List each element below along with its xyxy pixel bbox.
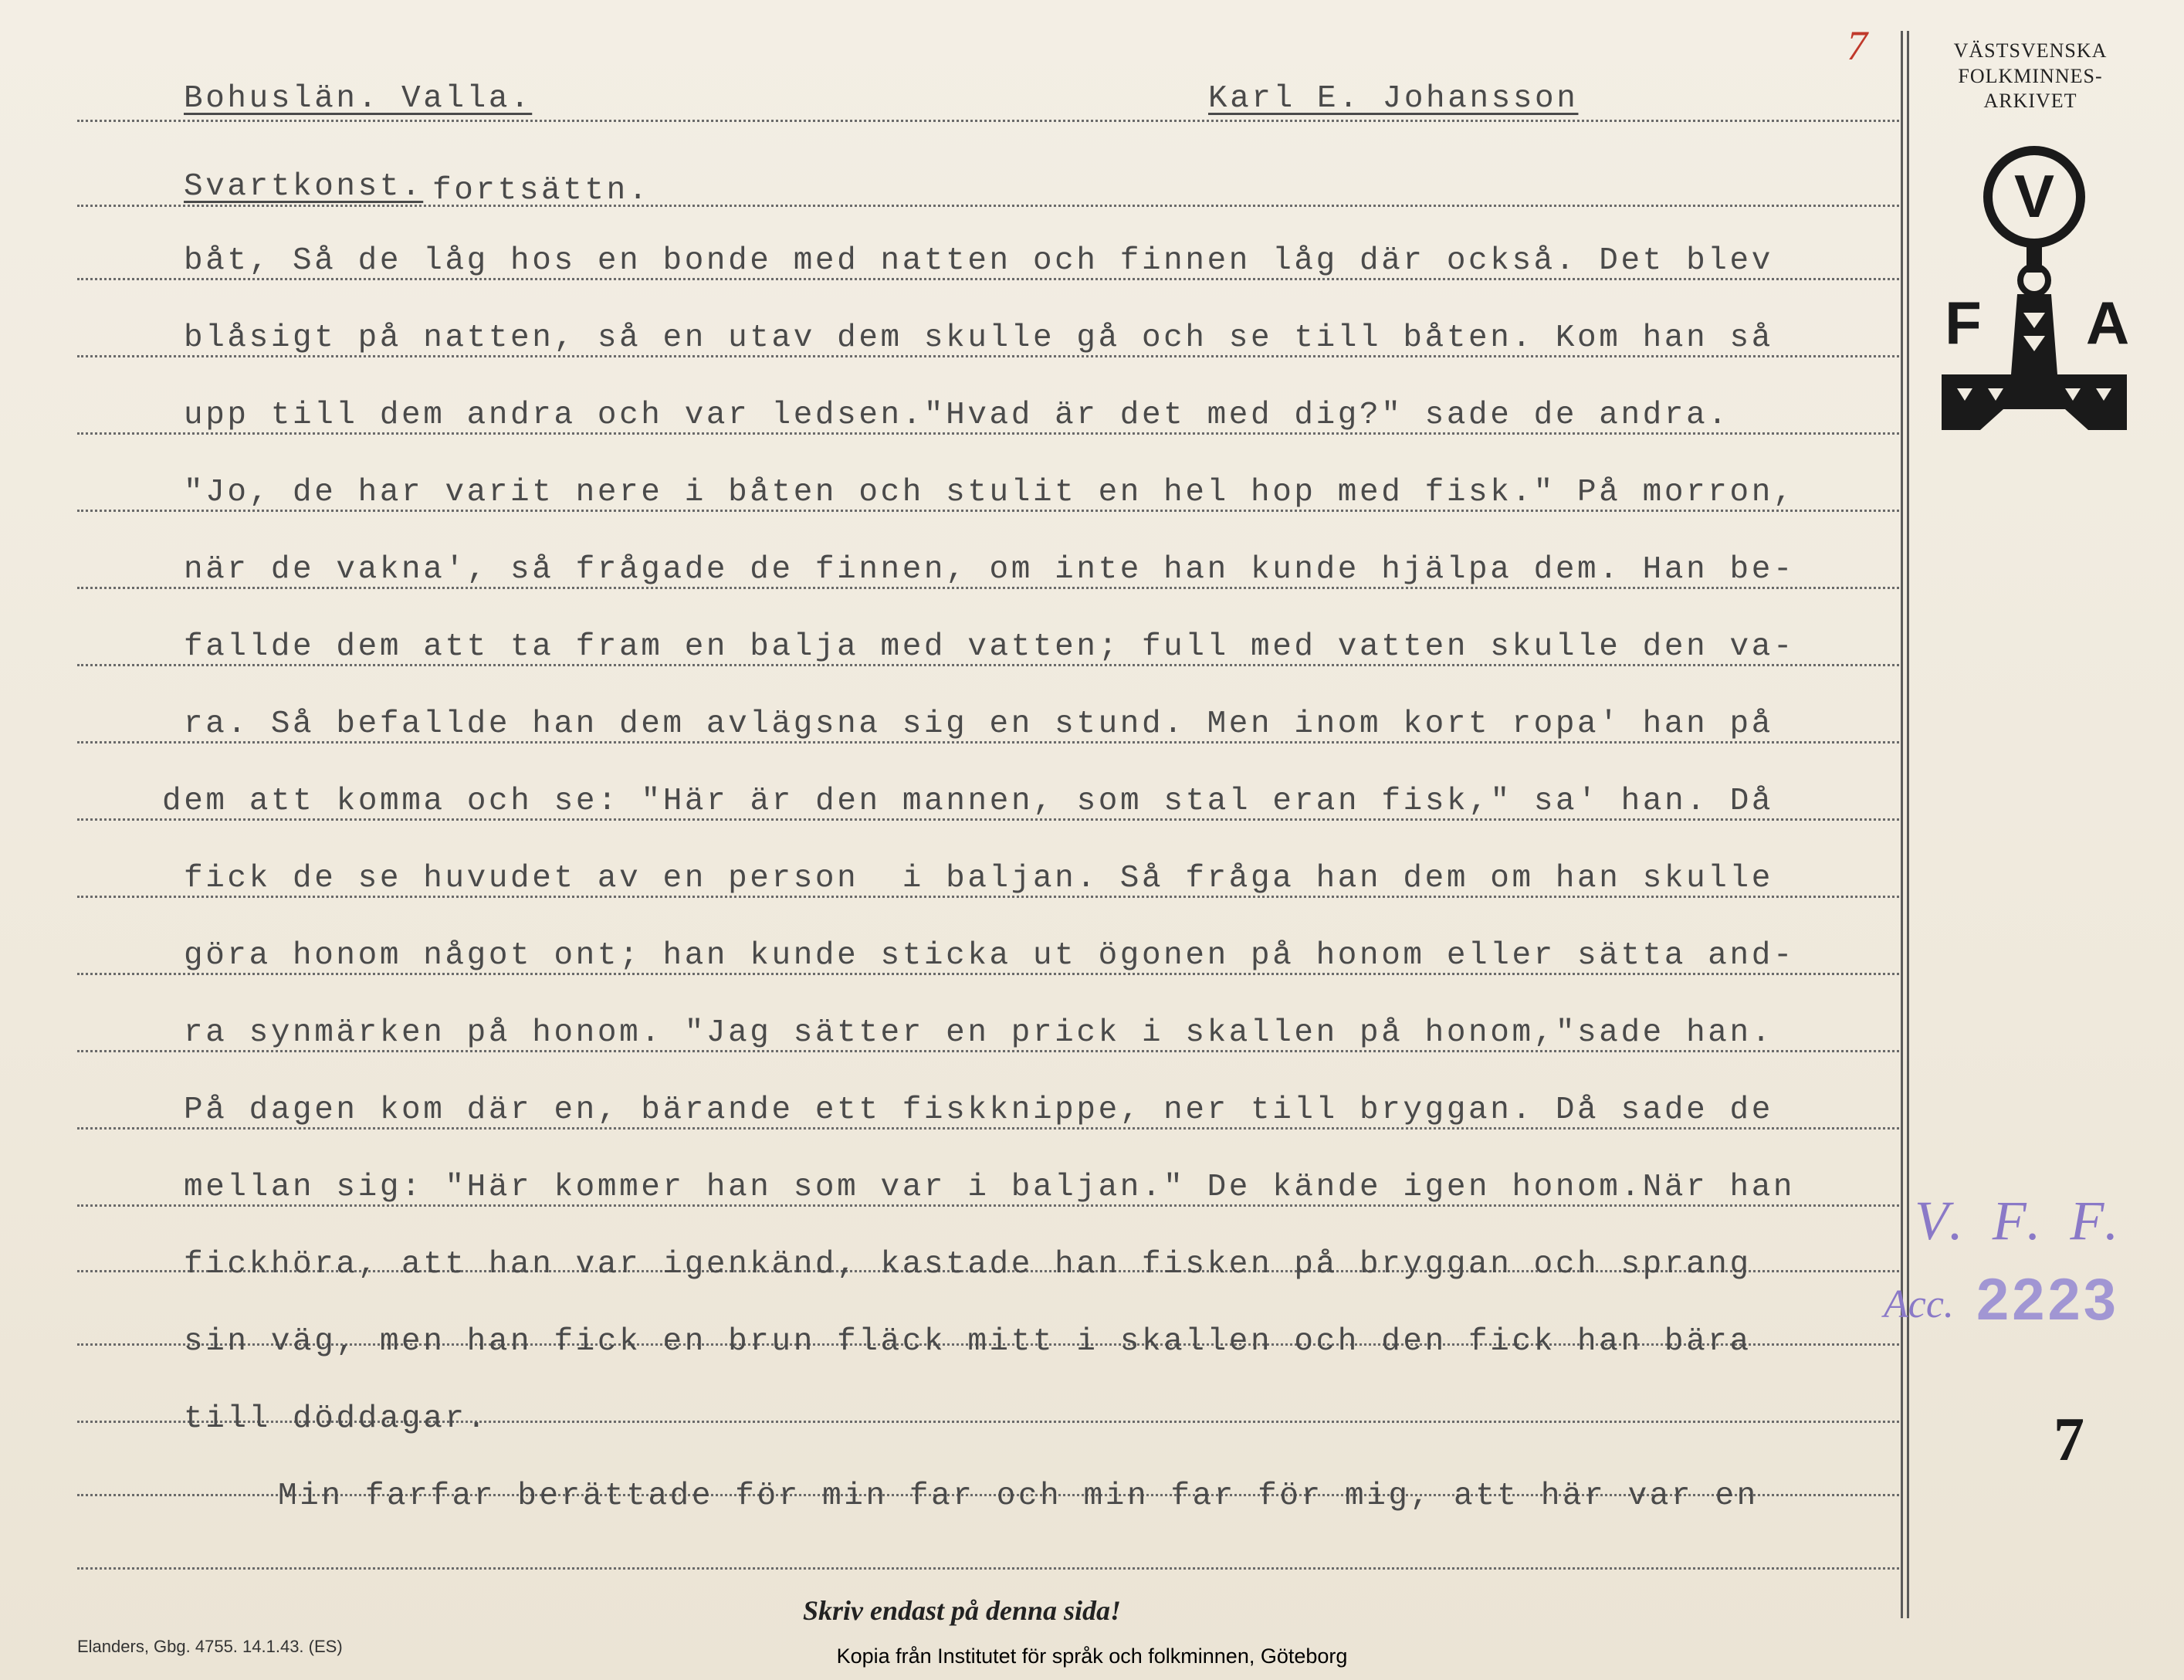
form-notice: Skriv endast på denna sida! bbox=[803, 1595, 1122, 1626]
vfa-hammer-logo bbox=[1934, 143, 2135, 452]
red-page-mark: 7 bbox=[1847, 22, 1867, 69]
logo-letter-a: A bbox=[2085, 289, 2130, 357]
body-line: när de vakna', så frågade de finnen, om inte han kunde hjälpa dem. Han be- bbox=[184, 552, 1796, 588]
body-line: Min farfar berättade för min far och min far för mig, att här var en bbox=[278, 1478, 1759, 1514]
archive-label-line: ARKIVET bbox=[1983, 90, 2077, 112]
dotted-rule bbox=[77, 1567, 1899, 1570]
body-line: fickhöra, att han var igenkänd, kastade han fisken på bryggan och sprang bbox=[184, 1247, 1752, 1282]
topic-note: fortsättn. bbox=[432, 173, 651, 208]
archive-label-line: VÄSTSVENSKA bbox=[1953, 39, 2108, 62]
accession-prefix: Acc. bbox=[1884, 1282, 1954, 1326]
body-line: fallde dem att ta fram en balja med vatten; full med vatten skulle den va- bbox=[184, 629, 1796, 665]
body-line: "Jo, de har varit nere i båten och stulit en hel hop med fisk." På morron, bbox=[184, 475, 1796, 510]
topic-heading: Svartkonst. bbox=[184, 169, 424, 205]
archive-label-line: FOLKMINNES- bbox=[1958, 64, 2103, 87]
body-line: blåsigt på natten, så en utav dem skulle gå och se till båten. Kom han så bbox=[184, 320, 1773, 356]
margin-line-right bbox=[1907, 31, 1909, 1618]
body-line: ra. Så befallde han dem avlägsna sig en stund. Men inom kort ropa' han på bbox=[184, 706, 1773, 742]
place-heading: Bohuslän. Valla. bbox=[184, 81, 533, 117]
body-line: båt, Så de låg hos en bonde med natten och finnen låg där också. Det blev bbox=[184, 243, 1773, 279]
dotted-rule bbox=[77, 120, 1899, 122]
body-line: mellan sig: "Här kommer han som var i baljan." De kände igen honom.När han bbox=[184, 1170, 1796, 1205]
body-line: dem att komma och se: "Här är den mannen, som stal eran fisk," sa' han. Då bbox=[162, 784, 1774, 819]
archive-label bbox=[1915, 39, 2146, 114]
body-line: sin väg, men han fick en brun fläck mitt i skallen och den fick han bära bbox=[184, 1324, 1752, 1360]
body-line: På dagen kom där en, bärande ett fiskknippe, ner till bryggan. Då sade de bbox=[184, 1092, 1773, 1128]
logo-letter-v: V bbox=[2013, 162, 2055, 230]
accession-number: 2223 bbox=[1976, 1267, 2120, 1333]
author-name: Karl E. Johansson bbox=[1208, 81, 1579, 117]
body-line: till döddagar. bbox=[184, 1401, 489, 1437]
body-line: fick de se huvudet av en person i baljan. Så fråga han dem om han skulle bbox=[184, 861, 1773, 896]
body-line: ra synmärken på honom. "Jag sätter en prick i skallen på honom,"sade han. bbox=[184, 1015, 1773, 1051]
body-line: upp till dem andra och var ledsen."Hvad är det med dig?" sade de andra. bbox=[184, 398, 1730, 433]
logo-letter-f: F bbox=[1945, 289, 1982, 357]
copy-footer: Kopia från Institutet för språk och folkminnen, Göteborg bbox=[836, 1644, 1348, 1668]
page-number: 7 bbox=[2054, 1406, 2084, 1474]
printer-imprint: Elanders, Gbg. 4755. 14.1.43. (ES) bbox=[77, 1637, 343, 1656]
body-line: göra honom något ont; han kunde sticka ut ögonen på honom eller sätta and- bbox=[184, 938, 1796, 974]
dotted-rule bbox=[77, 205, 1899, 207]
collection-stamp: V. F. F. bbox=[1915, 1190, 2127, 1252]
